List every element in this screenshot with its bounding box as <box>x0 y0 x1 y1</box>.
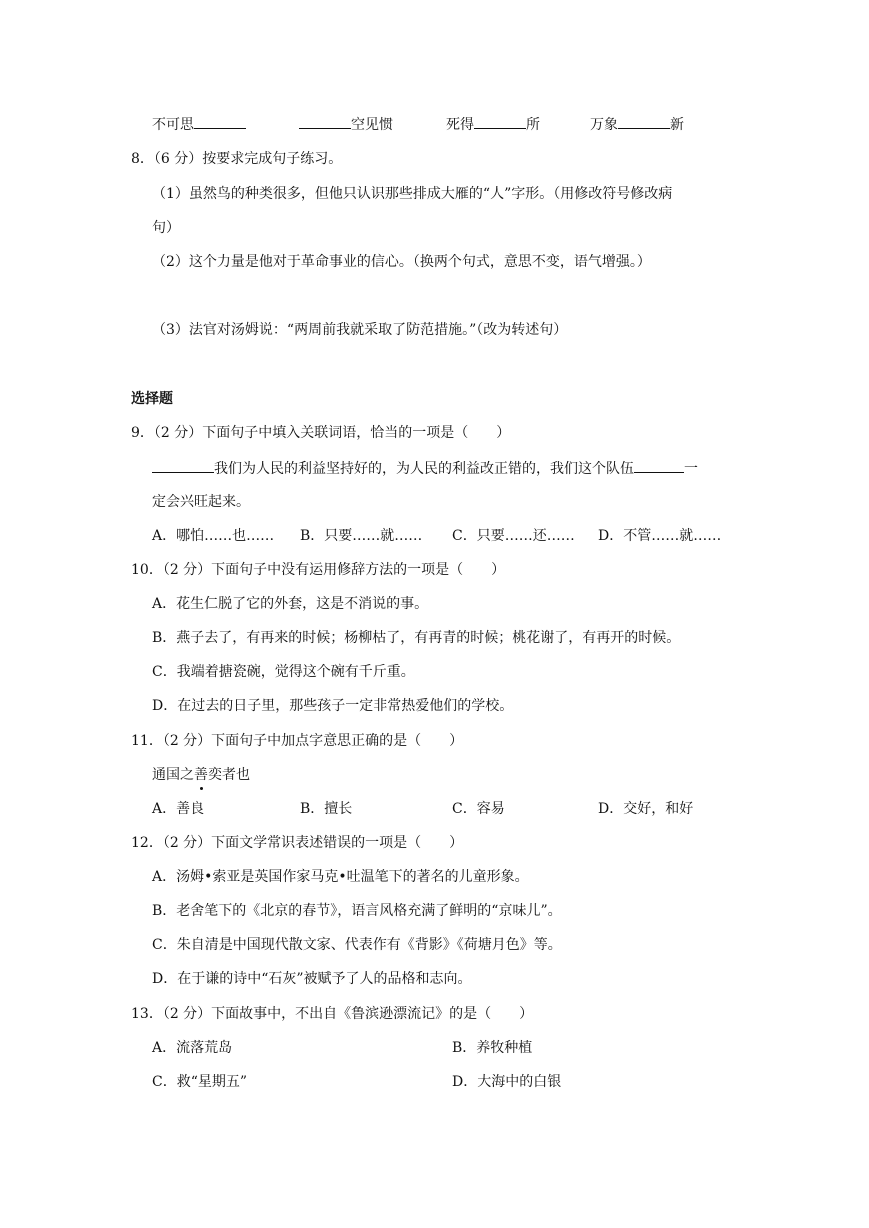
q9-blank-1[interactable] <box>152 458 214 473</box>
q8-sentence-2: （2）这个力量是他对于革命事业的信心。（换两个句式，意思不变，语气增强。） <box>152 254 651 270</box>
q13-option-a[interactable]: A．流落荒岛 <box>152 1040 233 1056</box>
q12-option-c[interactable]: C．朱自清是中国现代散文家、代表作有《背影》《荷塘月色》等。 <box>152 937 562 953</box>
q10-heading: 10．（2 分）下面句子中没有运用修辞方法的一项是（ ） <box>131 562 506 578</box>
q9-option-b[interactable]: B．只要……就…… <box>300 528 423 544</box>
q11-option-c[interactable]: C．容易 <box>452 801 505 817</box>
q7-blank-3[interactable] <box>474 114 526 129</box>
q13-heading: 13．（2 分）下面故事中，不出自《鲁滨逊漂流记》的是（ ） <box>131 1006 534 1022</box>
q11-option-d[interactable]: D．交好，和好 <box>598 801 694 817</box>
q8-sentence-1-line-1: （1）虽然鸟的种类很多，但他只认识那些排成大雁的“人”字形。（用修改符号修改病 <box>152 186 673 202</box>
q12-option-a[interactable]: A．汤姆•索亚是英国作家马克•吐温笔下的著名的儿童形象。 <box>152 869 529 885</box>
q9-option-a[interactable]: A．哪怕……也…… <box>152 528 275 544</box>
q11-dotted-char: 善 <box>194 767 208 783</box>
q12-option-d[interactable]: D．在于谦的诗中“石灰”被赋予了人的品格和志向。 <box>152 971 472 987</box>
q9-option-d[interactable]: D．不管……就…… <box>598 528 722 544</box>
q7-blank-2[interactable] <box>299 114 351 129</box>
q11-option-a[interactable]: A．善良 <box>152 801 205 817</box>
q11-sentence-pre: 通国之 <box>152 767 194 783</box>
q7-item-3-suffix: 所 <box>526 117 540 133</box>
q7-item-1 <box>152 114 246 135</box>
q11-sentence <box>152 765 250 785</box>
q7-item-4-prefix: 万象 <box>590 117 618 133</box>
q9-sentence-mid: 我们为人民的利益坚持好的，为人民的利益改正错的，我们这个队伍 <box>214 461 634 477</box>
q10-option-d[interactable]: D．在过去的日子里，那些孩子一定非常热爱他们的学校。 <box>152 698 514 714</box>
q11-option-b[interactable]: B．擅长 <box>300 801 353 817</box>
section-title: 选择题 <box>131 391 173 407</box>
q7-item-4-suffix: 新 <box>670 117 684 133</box>
q13-option-d[interactable]: D．大海中的白银 <box>452 1074 562 1090</box>
q7-item-3-prefix: 死得 <box>446 117 474 133</box>
q9-sentence-end: 一 <box>684 461 698 477</box>
q13-option-c[interactable]: C．救“星期五” <box>152 1074 248 1090</box>
q7-item-3 <box>446 114 540 135</box>
q10-option-a[interactable]: A．花生仁脱了它的外套，这是不消说的事。 <box>152 596 429 612</box>
q13-option-b[interactable]: B．养牧种植 <box>452 1040 533 1056</box>
q9-sentence-line-2: 定会兴旺起来。 <box>152 494 250 510</box>
q7-item-2 <box>299 114 393 135</box>
q9-blank-2[interactable] <box>634 458 684 473</box>
q10-option-c[interactable]: C．我端着搪瓷碗，觉得这个碗有千斤重。 <box>152 664 415 680</box>
q12-option-b[interactable]: B．老舍笔下的《北京的春节》，语言风格充满了鲜明的“京味儿”。 <box>152 903 562 919</box>
q7-item-1-text: 不可思 <box>152 117 194 133</box>
q9-sentence-line-1 <box>152 458 698 479</box>
q11-sentence-post: 奕者也 <box>208 767 250 783</box>
q11-heading: 11．（2 分）下面句子中加点字意思正确的是（ ） <box>131 733 464 749</box>
q7-item-4 <box>590 114 684 135</box>
q8-sentence-3: （3）法官对汤姆说：“两周前我就采取了防范措施。”（改为转述句） <box>152 322 568 338</box>
q12-heading: 12．（2 分）下面文学常识表述错误的一项是（ ） <box>131 835 464 851</box>
q7-blank-1[interactable] <box>194 114 246 129</box>
q10-option-b[interactable]: B．燕子去了，有再来的时候；杨柳枯了，有再青的时候；桃花谢了，有再开的时候。 <box>152 630 681 646</box>
q9-heading: 9．（2 分）下面句子中填入关联词语，恰当的一项是（ ） <box>131 425 511 441</box>
q7-blank-4[interactable] <box>618 114 670 129</box>
q8-sentence-1-line-2: 句） <box>152 220 180 236</box>
q8-heading: 8．（6 分）按要求完成句子练习。 <box>131 151 343 167</box>
q7-item-2-text: 空见惯 <box>351 117 393 133</box>
q9-option-c[interactable]: C．只要……还…… <box>452 528 575 544</box>
